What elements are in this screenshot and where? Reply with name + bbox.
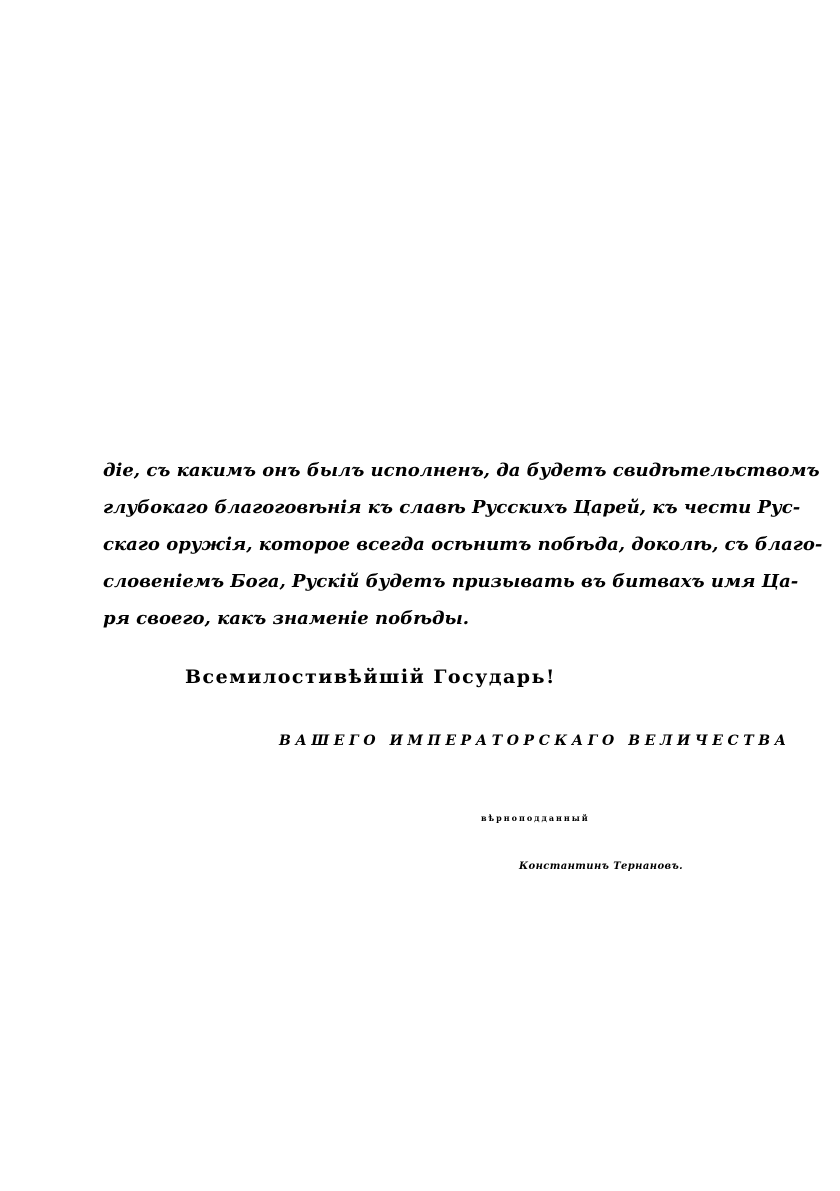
signature: Константинъ Тернановъ. xyxy=(519,861,684,872)
body-line: глубокаго благоговѣнія къ славѣ Русскихъ Царей, къ чести Рус- xyxy=(103,497,801,518)
body-line: скаго оружія, которое всегда осѣнитъ побѣда, доколѣ, съ благо- xyxy=(103,534,823,555)
salutation: Всемилостивѣйшій Государь! xyxy=(185,666,556,688)
body-line: словеніемъ Бога, Рускій будетъ призывать въ битвахъ имя Ца- xyxy=(103,571,799,592)
body-paragraph xyxy=(103,452,823,637)
majesty-line: ВАШЕГО ИМПЕРАТОРСКАГО ВЕЛИЧЕСТВА xyxy=(279,733,791,749)
body-line: діе, съ какимъ онъ былъ исполненъ, да будетъ свидѣтельствомъ xyxy=(103,460,820,481)
body-line: ря своего, какъ знаменіе побѣды. xyxy=(103,608,470,629)
subject-line: вѣрноподданный xyxy=(481,813,590,823)
